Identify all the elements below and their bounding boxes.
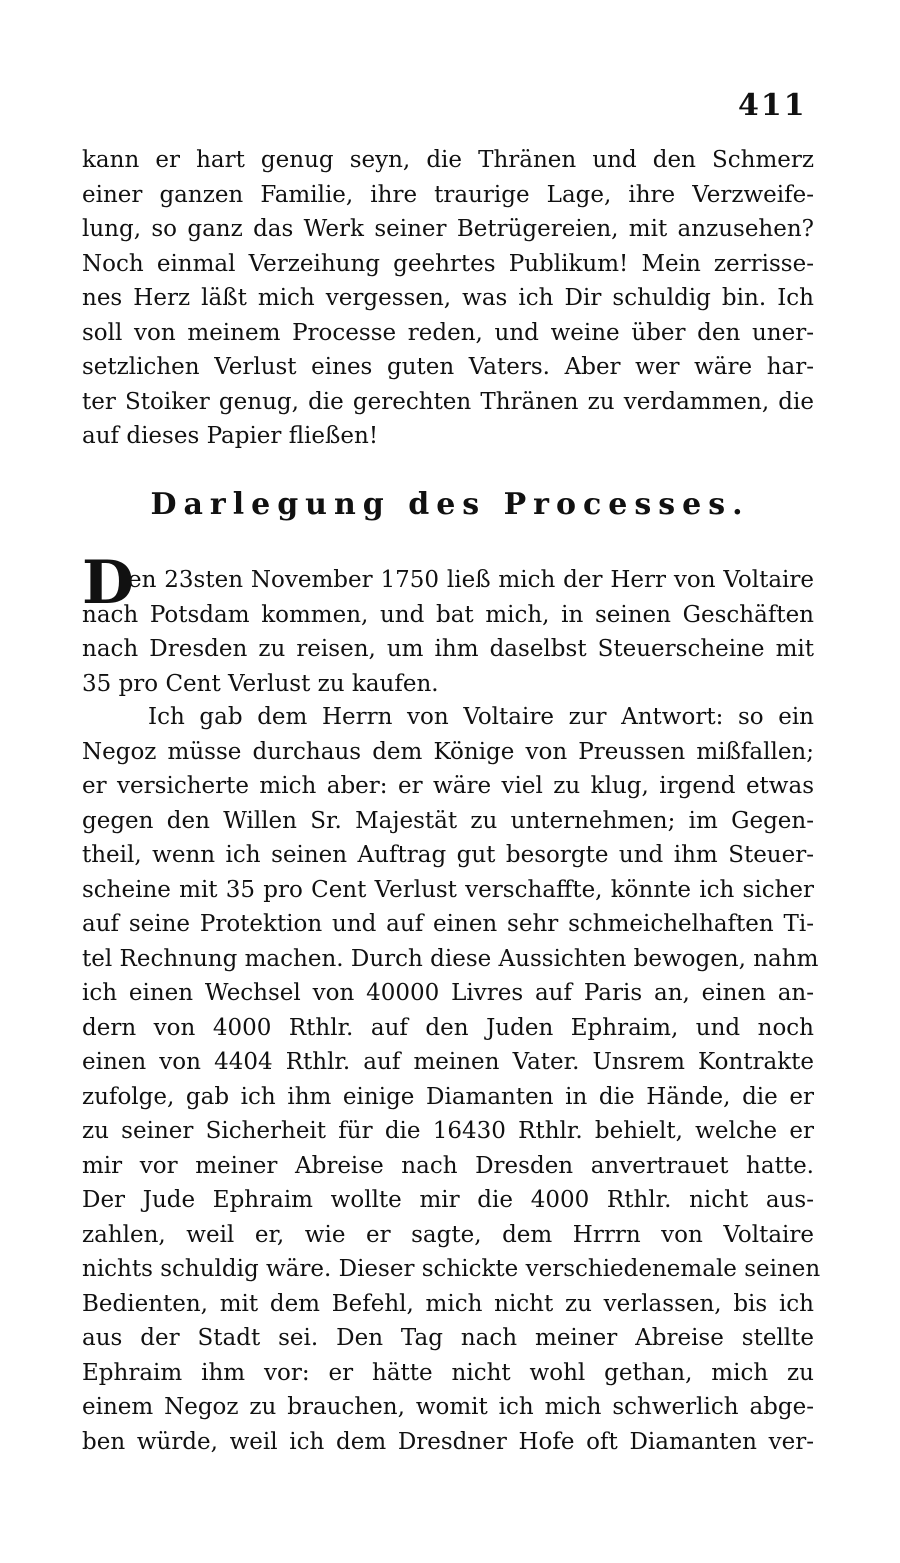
section-heading: Darlegung des Processes. (150, 487, 750, 522)
paragraph-1 (82, 143, 814, 454)
paragraph-3 (82, 700, 821, 1459)
text-line: scheine mit 35 pro Cent Verlust verschaffte, könnte ich sicher (82, 876, 814, 903)
text-line: einen von 4404 Rthlr. auf meinen Vater. Unsrem Kontrakte (82, 1049, 814, 1075)
text-line: kann er hart genug seyn, die Thränen und den Schmerz (82, 147, 814, 173)
text-line: nach Dresden zu reisen, um ihm daselbst Steuerscheine mit (82, 636, 814, 662)
text-line: einer ganzen Familie, ihre traurige Lage, ihre Verzweife- (82, 181, 814, 208)
text-line: nichts schuldig wäre. Dieser schickte verschiedenemale seinen (82, 1256, 821, 1282)
text-line: zahlen, weil er, wie er sagte, dem Hrrrn von Voltaire (82, 1221, 814, 1248)
text-line: Ephraim ihm vor: er hätte nicht wohl gethan, mich zu (82, 1359, 814, 1386)
text-line: ich einen Wechsel von 40000 Livres auf Paris an, einen an- (82, 980, 814, 1006)
text-line: dern von 4000 Rthlr. auf den Juden Ephraim, und noch (82, 1014, 814, 1041)
text-line: aus der Stadt sei. Den Tag nach meiner Abreise stellte (82, 1325, 814, 1351)
text-line: ben würde, weil ich dem Dresdner Hofe oft Diamanten ver- (82, 1428, 814, 1455)
text-line: Bedienten, mit dem Befehl, mich nicht zu verlassen, bis ich (82, 1290, 814, 1317)
text-line: lung, so ganz das Werk seiner Betrügereien, mit anzusehen? (82, 216, 814, 242)
drop-cap: D (82, 548, 135, 618)
text-line: Der Jude Ephraim wollte mir die 4000 Rthlr. nicht aus- (82, 1187, 814, 1213)
paragraph-2 (82, 548, 814, 701)
text-line: auf seine Protektion und auf einen sehr schmeichelhaften Ti- (82, 911, 814, 937)
text-line: zu seiner Sicherheit für die 16430 Rthlr. behielt, welche er (82, 1118, 814, 1144)
text-line: tel Rechnung machen. Durch diese Aussichten bewogen, nahm (82, 945, 819, 972)
text-line: er versicherte mich aber: er wäre viel zu klug, irgend etwas (82, 773, 814, 799)
text-line: nes Herz läßt mich vergessen, was ich Dir schuldig bin. Ich (82, 285, 814, 311)
text-line: en 23sten November 1750 ließ mich der Herr von Voltaire (128, 567, 814, 593)
text-line: Negoz müsse durchaus dem Könige von Preussen mißfallen; (82, 738, 814, 765)
text-line: gegen den Willen Sr. Majestät zu unternehmen; im Gegen- (82, 807, 814, 834)
text-line: nach Potsdam kommen, und bat mich, in seinen Geschäften (82, 601, 814, 628)
text-line: auf dieses Papier fließen! (82, 423, 379, 449)
text-line: Noch einmal Verzeihung geehrtes Publikum! Mein zerrisse- (82, 250, 814, 277)
text-line: einem Negoz zu brauchen, womit ich mich schwerlich abge- (82, 1394, 814, 1420)
text-line: theil, wenn ich seinen Auftrag gut besorgte und ihm Steuer- (82, 842, 814, 868)
text-line: 35 pro Cent Verlust zu kaufen. (82, 670, 439, 697)
text-line: soll von meinem Processe reden, und weine über den uner- (82, 319, 814, 346)
text-line: mir vor meiner Abreise nach Dresden anvertrauet hatte. (82, 1152, 814, 1179)
text-line: ter Stoiker genug, die gerechten Thränen zu verdammen, die (82, 388, 814, 415)
text-line: setzlichen Verlust eines guten Vaters. Aber wer wäre har- (82, 354, 814, 380)
text-line: zufolge, gab ich ihm einige Diamanten in die Hände, die er (82, 1083, 814, 1110)
text-line: Ich gab dem Herrn von Voltaire zur Antwort: so ein (148, 704, 814, 730)
page-number: 411 (738, 88, 807, 123)
